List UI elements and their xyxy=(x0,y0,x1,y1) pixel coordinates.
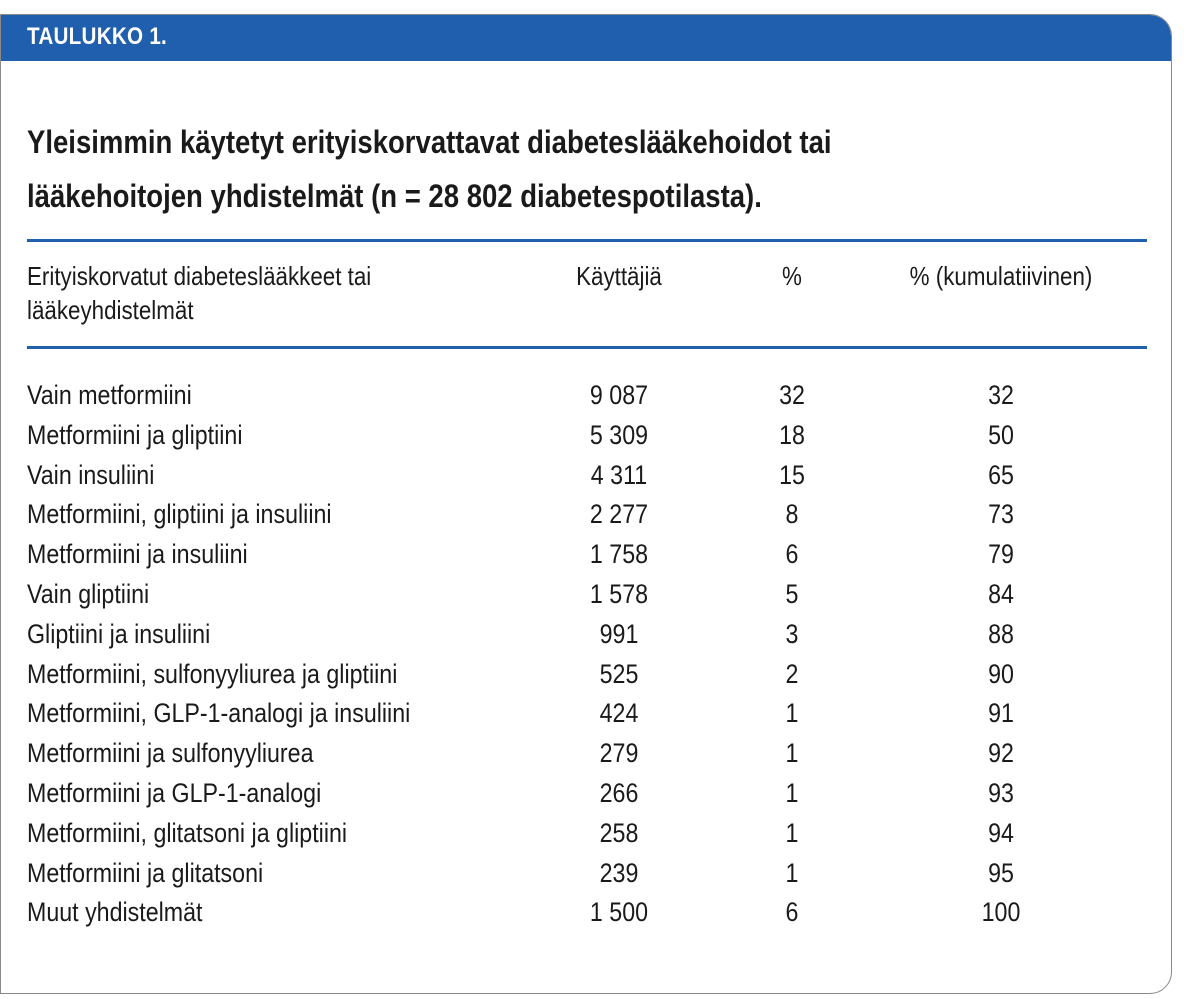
row-percent: 1 xyxy=(785,738,799,769)
row-users-count: 266 xyxy=(599,777,639,808)
row-cumulative-percent: 91 xyxy=(988,698,1014,729)
row-treatment-name: Metformiini ja sulfonyyliurea xyxy=(27,738,314,769)
row-treatment-name: Metformiini, gliptiini ja insuliini xyxy=(27,499,332,530)
row-cumulative-percent: 73 xyxy=(988,499,1014,530)
row-treatment-name: Metformiini, GLP-1-analogi ja insuliini xyxy=(27,698,411,729)
table-row xyxy=(1,574,1172,614)
column-header-treatment-line2: lääkeyhdistelmät xyxy=(27,295,194,325)
row-percent: 1 xyxy=(785,698,799,729)
row-users-count: 4 311 xyxy=(590,459,648,490)
column-header-cumulative: % (kumulatiivinen) xyxy=(909,261,1093,291)
row-users-count: 279 xyxy=(599,738,639,769)
row-cumulative-percent: 88 xyxy=(988,618,1014,649)
row-users-count: 525 xyxy=(599,658,639,689)
row-percent: 1 xyxy=(785,817,799,848)
row-users-count: 991 xyxy=(599,618,639,649)
row-treatment-name: Metformiini, glitatsoni ja gliptiini xyxy=(27,817,348,848)
row-treatment-name: Metformiini ja glitatsoni xyxy=(27,857,264,888)
row-percent: 8 xyxy=(785,499,799,530)
table-row xyxy=(1,733,1172,773)
row-percent: 18 xyxy=(779,419,805,450)
row-percent: 15 xyxy=(779,459,805,490)
row-treatment-name: Vain insuliini xyxy=(27,459,155,490)
table-body xyxy=(1,375,1172,932)
table-row xyxy=(1,534,1172,574)
row-users-count: 2 277 xyxy=(589,499,649,530)
row-percent: 1 xyxy=(785,777,799,808)
row-users-count: 9 087 xyxy=(589,380,649,410)
row-treatment-name: Vain gliptiini xyxy=(27,578,150,609)
row-cumulative-percent: 93 xyxy=(988,777,1014,808)
row-treatment-name: Metformiini ja GLP-1-analogi xyxy=(27,777,322,808)
row-cumulative-percent: 65 xyxy=(988,459,1014,490)
table-row xyxy=(1,693,1172,733)
table-row xyxy=(1,455,1172,495)
row-cumulative-percent: 50 xyxy=(988,419,1014,450)
table-panel xyxy=(0,14,1172,994)
table-label-band xyxy=(1,15,1171,61)
column-header-percent: % xyxy=(782,261,802,291)
column-header-treatment-line1: Erityiskorvatut diabeteslääkkeet tai xyxy=(27,261,372,291)
table-title: Yleisimmin käytetyt erityiskorvattavat diabeteslääkehoidot tai lääkehoitojen yhdistelmät (n = 28 802 diabetespotilasta). xyxy=(27,124,832,214)
row-cumulative-percent: 90 xyxy=(988,658,1014,689)
row-treatment-name: Metformiini ja gliptiini xyxy=(27,419,243,450)
row-users-count: 424 xyxy=(599,698,639,729)
row-percent: 5 xyxy=(785,578,799,609)
row-treatment-name: Muut yhdistelmät xyxy=(27,897,203,928)
table-row xyxy=(1,813,1172,853)
row-users-count: 1 500 xyxy=(589,897,649,928)
row-treatment-name: Vain metformiini xyxy=(27,380,192,410)
row-percent: 32 xyxy=(779,380,805,410)
row-cumulative-percent: 95 xyxy=(988,857,1014,888)
header-bottom-rule xyxy=(27,346,1147,349)
row-cumulative-percent: 79 xyxy=(988,539,1014,570)
column-header-treatment xyxy=(27,259,371,327)
table-row xyxy=(1,853,1172,893)
table-row xyxy=(1,892,1172,932)
row-treatment-name: Metformiini, sulfonyyliurea ja gliptiini xyxy=(27,658,398,689)
row-users-count: 1 758 xyxy=(589,539,649,570)
row-percent: 2 xyxy=(785,658,799,689)
row-percent: 6 xyxy=(785,539,799,570)
row-users-count: 239 xyxy=(599,857,639,888)
row-users-count: 1 578 xyxy=(589,578,649,609)
column-header-users: Käyttäjiä xyxy=(576,261,662,291)
row-treatment-name: Gliptiini ja insuliini xyxy=(27,618,211,649)
row-cumulative-percent: 94 xyxy=(988,817,1014,848)
table-label: TAULUKKO 1. xyxy=(27,23,168,50)
row-cumulative-percent: 92 xyxy=(988,738,1014,769)
row-cumulative-percent: 32 xyxy=(988,380,1014,410)
table-row xyxy=(1,773,1172,813)
row-treatment-name: Metformiini ja insuliini xyxy=(27,539,248,570)
table-row xyxy=(1,654,1172,694)
row-percent: 3 xyxy=(785,618,799,649)
table-row xyxy=(1,494,1172,534)
row-cumulative-percent: 100 xyxy=(981,897,1021,928)
row-percent: 6 xyxy=(785,897,799,928)
table-row xyxy=(1,415,1172,455)
row-percent: 1 xyxy=(785,857,799,888)
row-users-count: 258 xyxy=(599,817,639,848)
table-row xyxy=(1,614,1172,654)
header-top-rule xyxy=(27,239,1147,242)
row-cumulative-percent: 84 xyxy=(988,578,1014,609)
table-row xyxy=(1,375,1172,415)
row-users-count: 5 309 xyxy=(589,419,649,450)
